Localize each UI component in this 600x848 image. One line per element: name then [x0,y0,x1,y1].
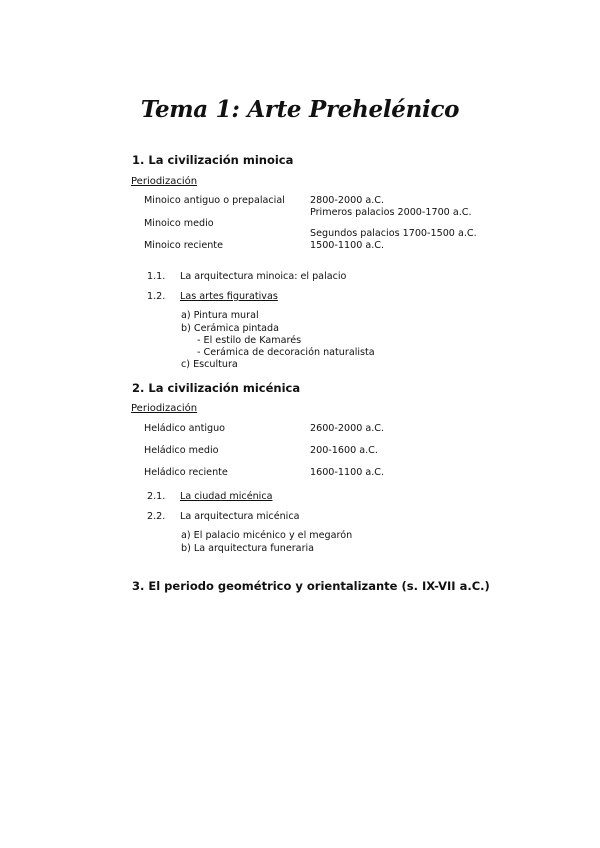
section-3-heading: 3. El periodo geométrico y orientalizante (s. IX-VII a.C.) [132,579,490,593]
period-note: Primeros palacios 2000-1700 a.C. [310,207,472,218]
section-2-periodization-label: Periodización [131,403,198,414]
subsection-title: La ciudad micénica [180,491,273,502]
list-item: c) Escultura [181,359,238,370]
period-date: 2800-2000 a.C. [310,195,385,206]
list-item: b) Cerámica pintada [181,323,279,334]
section-1-heading: 1. La civilización minoica [132,153,294,167]
page-title: Tema 1: Arte Prehelénico [140,96,460,123]
subsection-number: 1.2. [147,291,166,302]
period-date: 1600-1100 a.C. [310,467,385,478]
list-item: - Cerámica de decoración naturalista [197,347,375,358]
period-date: 200-1600 a.C. [310,445,378,456]
period-name: Heládico reciente [144,467,228,478]
list-item: a) Pintura mural [181,310,259,321]
period-name: Heládico antiguo [144,423,226,434]
period-date: 1500-1100 a.C. [310,240,385,251]
period-name: Heládico medio [144,445,219,456]
subsection-title: La arquitectura micénica [180,511,300,522]
subsection-number: 1.1. [147,271,166,282]
list-item: a) El palacio micénico y el megarón [181,530,353,541]
list-item: b) La arquitectura funeraria [181,543,315,554]
list-item: - El estilo de Kamarés [197,335,302,346]
subsection-title: La arquitectura minoica: el palacio [180,271,347,282]
section-1-periodization-label: Periodización [131,176,198,187]
subsection-title: Las artes figurativas [180,291,278,302]
section-2-heading: 2. La civilización micénica [132,381,301,395]
period-date: 2600-2000 a.C. [310,423,385,434]
subsection-number: 2.2. [147,511,166,522]
subsection-number: 2.1. [147,491,166,502]
period-name: Minoico antiguo o prepalacial [144,195,285,206]
period-name: Minoico reciente [144,240,223,251]
period-name: Minoico medio [144,218,214,229]
period-note: Segundos palacios 1700-1500 a.C. [310,228,477,239]
